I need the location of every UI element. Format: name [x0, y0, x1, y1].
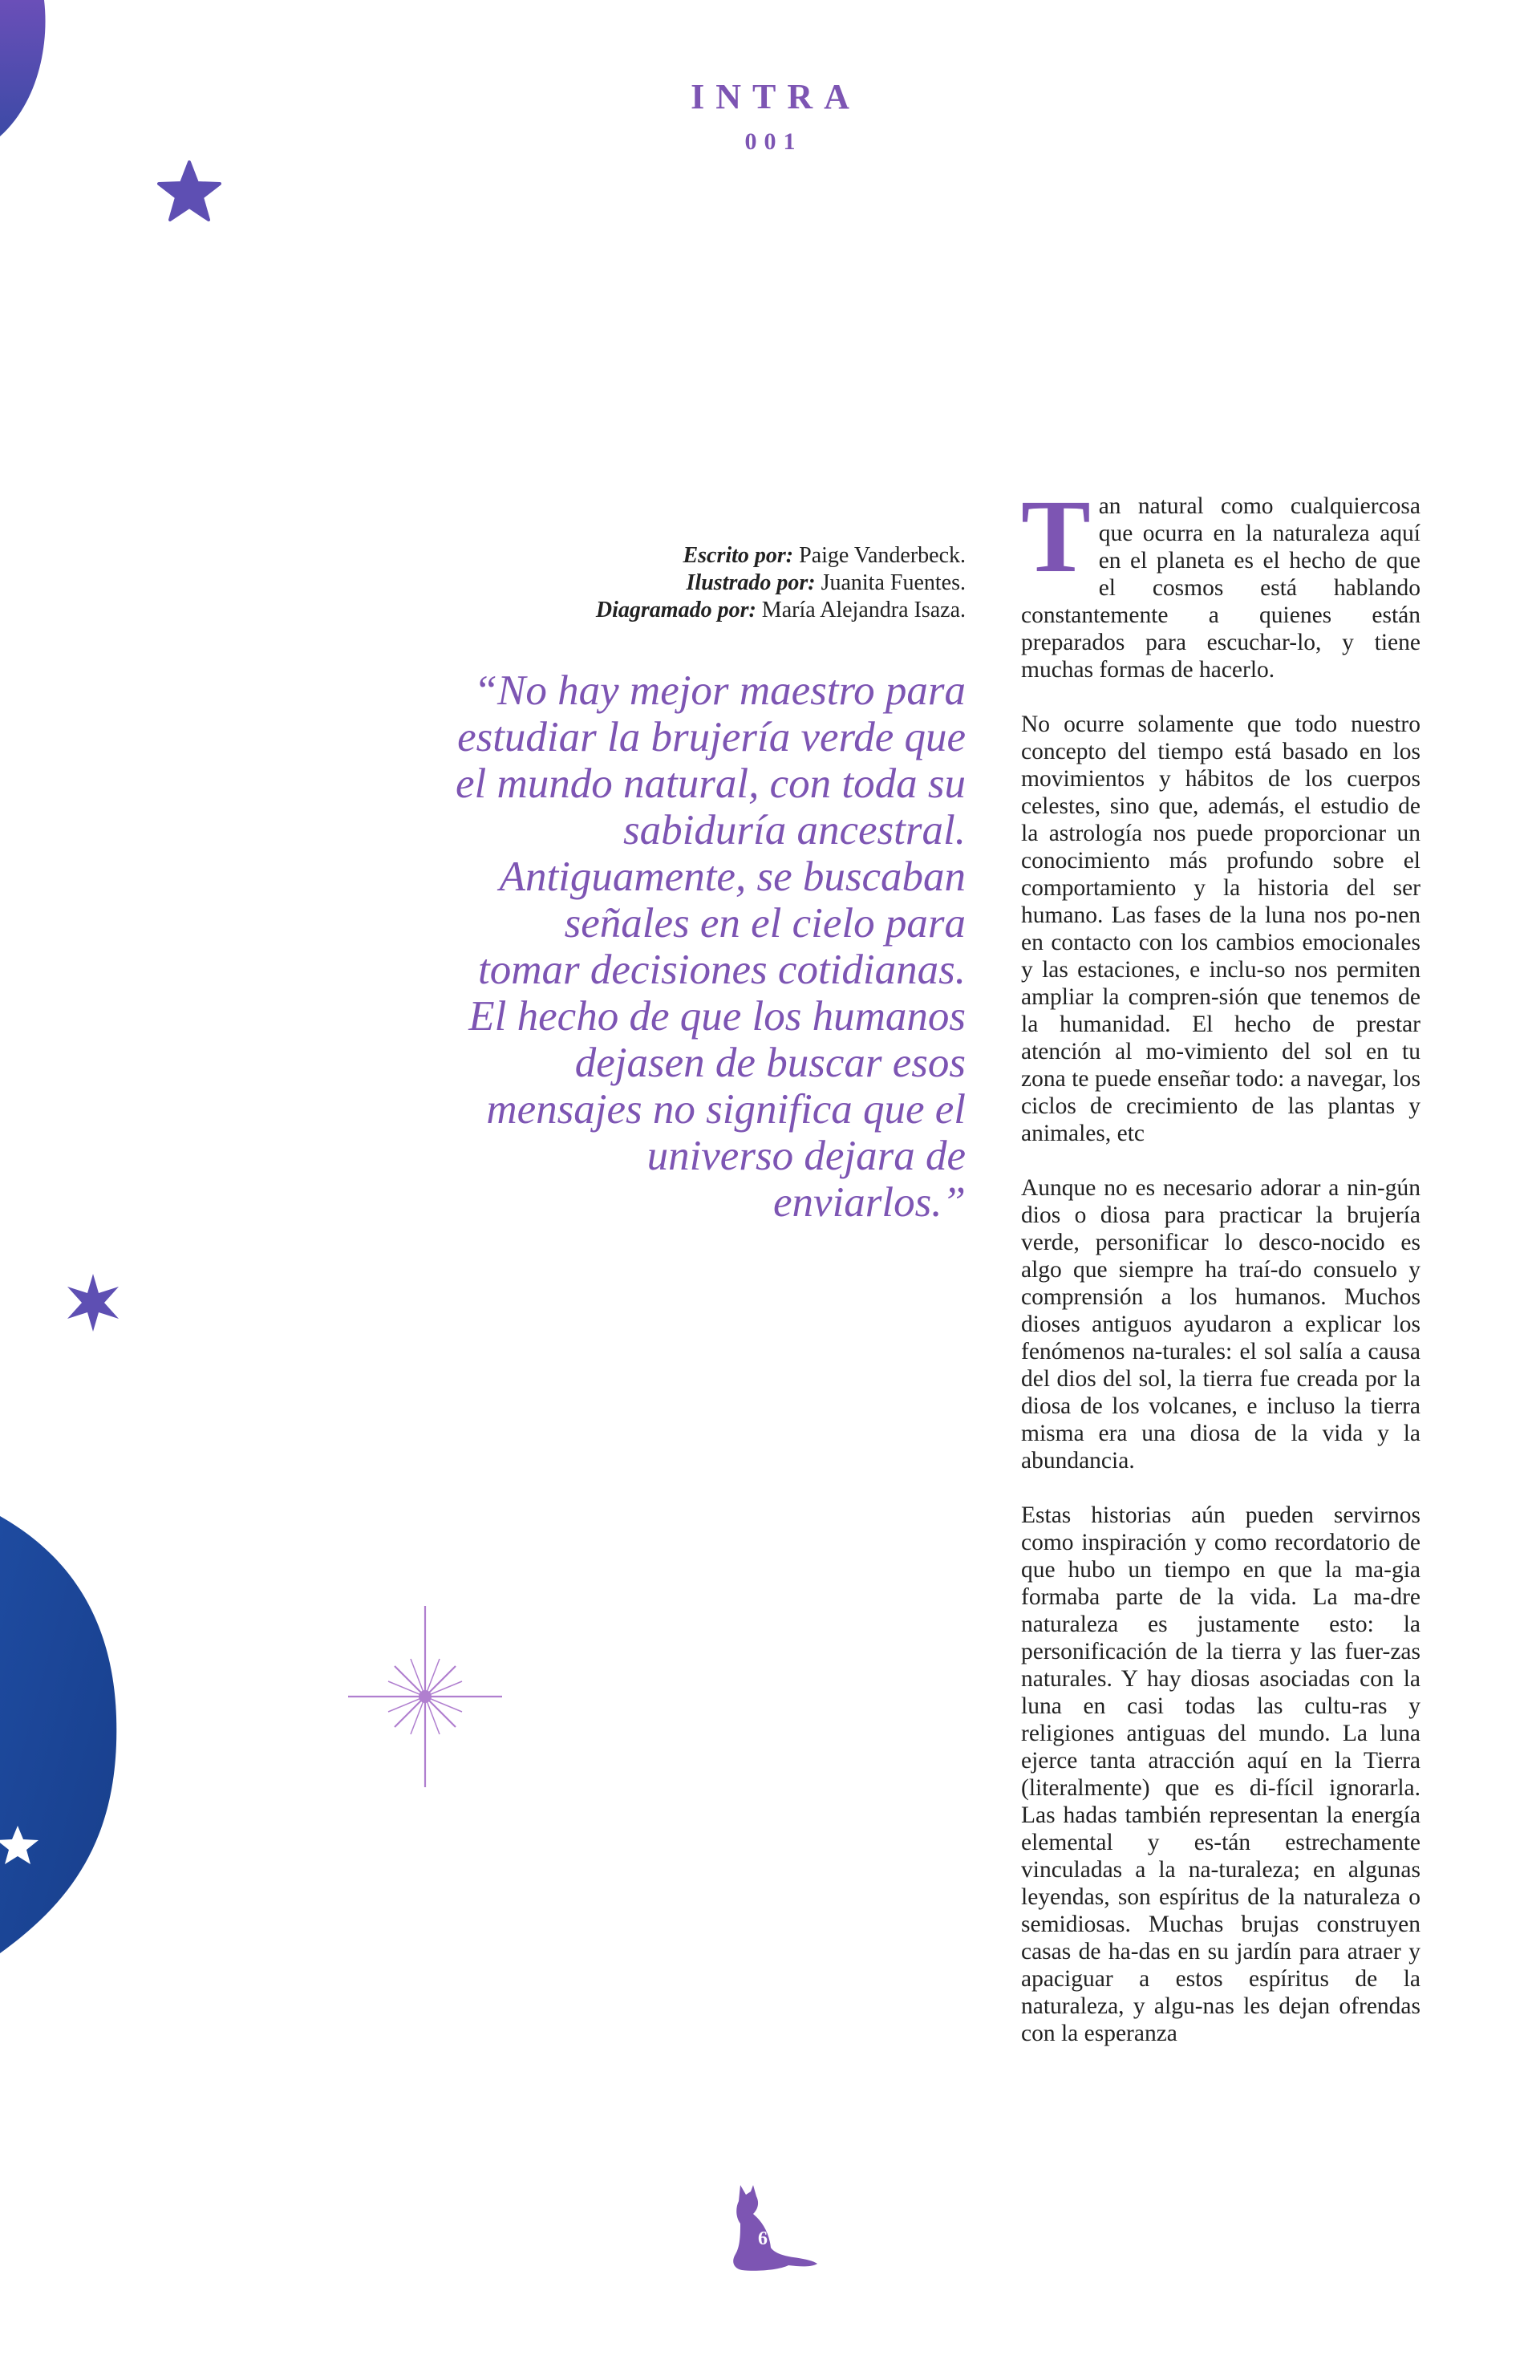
credit-layout-label: Diagramado por: [595, 598, 756, 622]
sparkle-star-icon [66, 1274, 120, 1332]
article-paragraph: Estas historias aún pueden servirnos como inspiración y como recordatorio de que hubo un tiempo en que la ma-gia formaba parte de la vida. La ma-dre naturaleza es justamente esto: la personificación de la tierra y las fuer-zas naturales. Y hay diosas asociadas con la luna en casi todas las cultu-ras y religiones antiguas del mundo. La luna ejerce tanta atracción aquí en la Tierra (literalmente) que es di-fícil ignorarla. Las hadas también representan la energía elemental y es-tán estrechamente vinculadas a la na-turaleza; en algunas leyendas, son espíritus de la naturaleza o semidiosas. Muchas brujas construyen casas de ha-das en su jardín para atraer y apaciguar a estos espíritus de la naturaleza, y algu-nas les dejan ofrendas con la esperanza [1021, 1502, 1420, 2046]
magazine-header [0, 76, 1540, 156]
credit-layout-name: María Alejandra Isaza. [756, 598, 966, 622]
glow-star-icon [345, 1604, 505, 1789]
article-paragraph [1021, 479, 1420, 683]
pull-quote: “No hay mejor maestro para estudiar la brujería verde que el mundo natural, con toda su sabiduría ancestral. Antiguamente, se buscaban señales en el cielo para tomar decisiones cotidianas. El hecho de que los humanos dejasen de buscar esos mensajes no significa que el universo dejara de enviarlos.” [456, 667, 966, 1226]
credit-layout [404, 597, 966, 624]
article-paragraph: Aunque no es necesario adorar a nin-gún dios o diosa para practicar la brujería verde, personificar lo desco-nocido es algo que siempre ha traí-do consuelo y comprensión a los humanos. Muchos dioses antiguos ayudaron a explicar los fenómenos na-turales: el sol salía a causa del dios del sol, la tierra fue creada por la diosa de los volcanes, e incluso la tierra misma era una diosa de la vida y la abundancia. [1021, 1175, 1420, 1474]
credit-illustrator-name: Juanita Fuentes. [815, 570, 966, 595]
issue-number: 001 [744, 128, 803, 155]
star-icon [157, 160, 221, 221]
credit-illustrator [404, 570, 966, 597]
credit-writer-name: Paige Vanderbeck. [793, 543, 966, 568]
drop-cap: T [1021, 479, 1091, 594]
magazine-title: INTRA [691, 77, 861, 116]
paragraph-1-text: an natural como cualquiercosa que ocurra en la naturaleza aquí en el planeta es el hecho de que el cosmos está hablando constantemente a quienes están preparados para escuchar-lo, y tiene muchas formas de hacerlo. [1021, 493, 1420, 683]
credit-writer [404, 542, 966, 570]
credit-illustrator-label: Ilustrado por: [686, 570, 816, 595]
article-paragraph: No ocurre solamente que todo nuestro concepto del tiempo está basado en los movimientos y hábitos de los cuerpos celestes, sino que, además, el estudio de la astrología nos puede proporcionar un conocimiento más profundo sobre el comportamiento y la historia del ser humano. Las fases de la luna nos po-nen en contacto con los cambios emocionales y las estaciones, e inclu-so nos permiten ampliar la compren-sión que tenemos de la humanidad. El hecho de prestar atención al mo-vimiento del sol en tu zona te puede enseñar todo: a navegar, los ciclos de crecimiento de las plantas y animales, etc [1021, 712, 1420, 1146]
white-star-icon [0, 1824, 40, 1866]
bottom-left-blob [0, 1516, 120, 1965]
article-body [1021, 479, 1420, 2074]
credit-writer-label: Escrito por: [683, 543, 794, 568]
credits [404, 542, 966, 624]
page-number: 6 [758, 2228, 768, 2249]
